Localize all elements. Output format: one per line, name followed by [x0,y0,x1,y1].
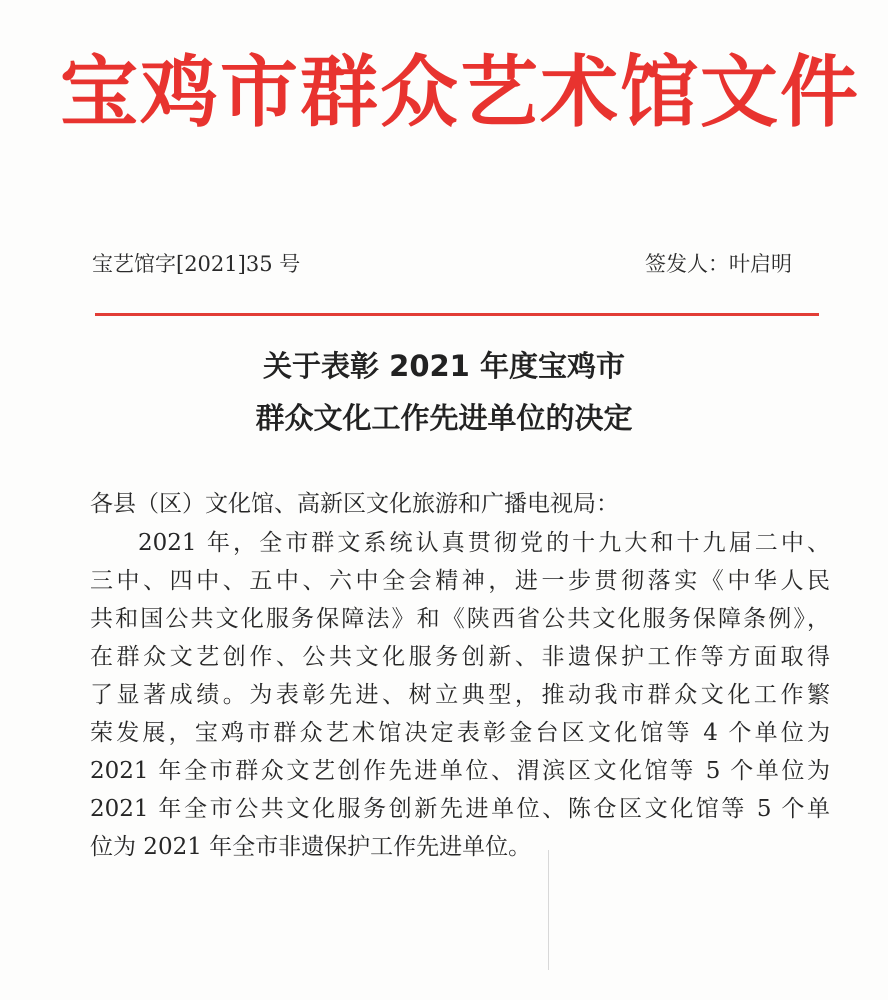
masthead-title: 宝鸡市群众艺术馆文件 [60,47,861,138]
body-line: 2021 年全市群众文艺创作先进单位、渭滨区文化馆等 5 个单位为 [90,758,830,784]
body-line: 共和国公共文化服务保障法》和《陕西省公共文化服务保障条例》， [90,606,830,632]
body-line: 2021 年，全市群文系统认真贯彻党的十九大和十九届二中、 [138,530,830,556]
body-line: 2021 年全市公共文化服务创新先进单位、陈仓区文化馆等 5 个单 [90,796,830,822]
body-line: 在群众文艺创作、公共文化服务创新、非遗保护工作等方面取得 [90,644,830,670]
document-body [90,485,830,866]
title-line-2: 群众文化工作先进单位的决定 [255,401,633,435]
meta-row [92,246,792,282]
body-line: 了显著成绩。为表彰先进、树立典型，推动我市群众文化工作繁 [90,682,830,708]
body-line: 荣发展，宝鸡市群众艺术馆决定表彰金台区文化馆等 4 个单位为 [90,720,830,746]
red-divider [95,313,819,316]
document-title [60,340,828,444]
title-line-1: 关于表彰 2021 年度宝鸡市 [263,349,625,383]
page-fold-line [548,850,549,970]
body-line: 位为 2021 年全市非遗保护工作先进单位。 [90,834,532,860]
addressee: 各县（区）文化馆、高新区文化旅游和广播电视局： [90,491,619,517]
signer: 签发人：叶启明 [645,252,792,276]
document-number: 宝艺馆字[2021]35 号 [92,252,301,276]
body-line: 三中、四中、五中、六中全会精神，进一步贯彻落实《中华人民 [90,568,830,594]
